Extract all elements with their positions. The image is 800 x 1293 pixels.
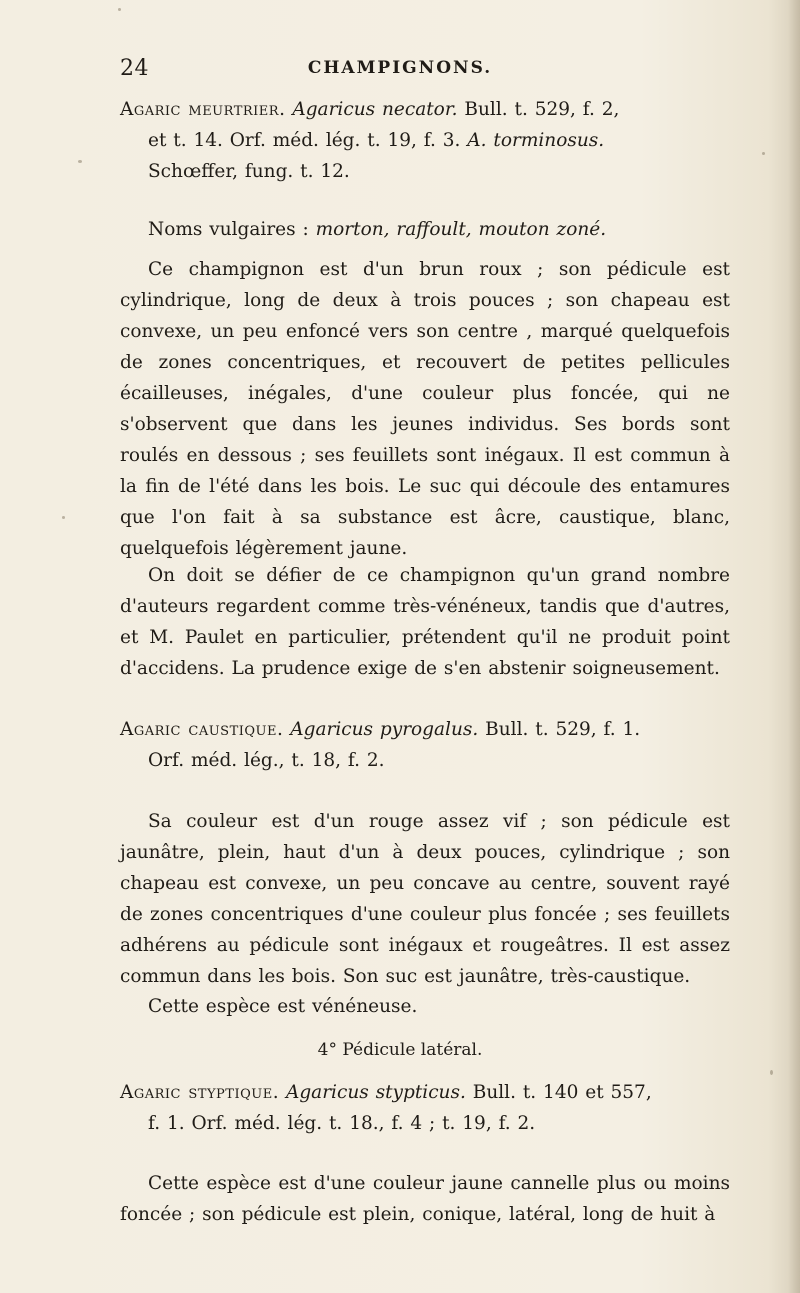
entry-2-paragraph-2: Cette espèce est vénéneuse. <box>148 996 418 1017</box>
entry-1-name: Agaric meurtrier. <box>120 99 286 120</box>
entry-2-ref2: Orf. méd. lég., t. 18, f. 2. <box>148 750 385 771</box>
entry-3-name: Agaric styptique. <box>120 1082 280 1103</box>
entry-1-latin: Agaricus necator. <box>292 99 458 120</box>
entry-3-latin: Agaricus stypticus. <box>285 1082 466 1103</box>
entry-1-ref3: Schœffer, fung. t. 12. <box>148 161 350 182</box>
entry-1-paragraph-2: On doit se défier de ce champignon qu'un grand nombre d'auteurs regardent comme très-vénéneux, tandis que d'autres, et M. Paulet en particulier, prétendent qu'il ne produit point d'accidens. La prudence exige de s'en abstenir soigneusement. <box>120 565 730 679</box>
entry-2-latin: Agaricus pyrogalus. <box>290 719 479 740</box>
entry-3-heading <box>120 1077 730 1139</box>
vulgar-names: morton, raffoult, mouton zoné. <box>315 219 607 240</box>
entry-1-paragraph-1: Ce champignon est d'un brun roux ; son pédicule est cylindrique, long de deux à trois pouces ; son chapeau est convexe, un peu enfoncé vers son centre , marqué quelquefois de zones concentriques, et recouvert de petites pellicules écailleuses, inégales, d'une couleur plus foncée, qui ne s'observent que dans les jeunes individus. Ses bords sont roulés en dessous ; ses feuillets sont inégaux. Il est commun à la fin de l'été dans les bois. Le suc qui découle des entamures que l'on fait à sa substance est âcre, caustique, blanc, quelquefois légèrement jaune. <box>120 259 730 559</box>
running-title: CHAMPIGNONS. <box>307 58 493 78</box>
page-number: 24 <box>120 56 149 81</box>
vulgar-label: Noms vulgaires : <box>148 219 309 240</box>
entry-3-paragraph-1: Cette espèce est d'une couleur jaune cannelle plus ou moins foncée ; son pédicule est plein, conique, latéral, long de huit à <box>120 1173 730 1225</box>
entry-1-ref2: et t. 14. Orf. méd. lég. t. 19, f. 3. <box>148 130 461 151</box>
entry-3-ref2: f. 1. Orf. méd. lég. t. 18., f. 4 ; t. 19, f. 2. <box>148 1113 536 1134</box>
entry-2-name: Agaric caustique. <box>120 719 284 740</box>
entry-2-paragraph-1: Sa couleur est d'un rouge assez vif ; son pédicule est jaunâtre, plein, haut d'un à deux pouces, cylindrique ; son chapeau est convexe, un peu concave au centre, souvent rayé de zones concentriques d'une couleur plus foncée ; ses feuillets adhérens au pédicule sont inégaux et rougeâtres. Il est assez commun dans les bois. Son suc est jaunâtre, très-caustique. <box>120 811 730 987</box>
entry-1-vulgar-names <box>120 214 730 245</box>
scan-speck <box>118 8 121 11</box>
scan-speck <box>762 152 765 155</box>
scan-speck <box>78 160 82 163</box>
scan-speck <box>62 516 65 519</box>
scan-speck <box>770 1070 773 1075</box>
entry-2-heading <box>120 714 730 776</box>
section-heading: 4° Pédicule latéral. <box>317 1040 483 1060</box>
entry-3-ref1: Bull. t. 140 et 557, <box>472 1082 652 1103</box>
entry-1-synonym: A. torminosus. <box>467 130 605 151</box>
entry-2-ref1: Bull. t. 529, f. 1. <box>485 719 641 740</box>
entry-1-ref1: Bull. t. 529, f. 2, <box>464 99 620 120</box>
page-edge-shadow <box>788 0 800 1293</box>
entry-1-heading <box>120 94 730 187</box>
